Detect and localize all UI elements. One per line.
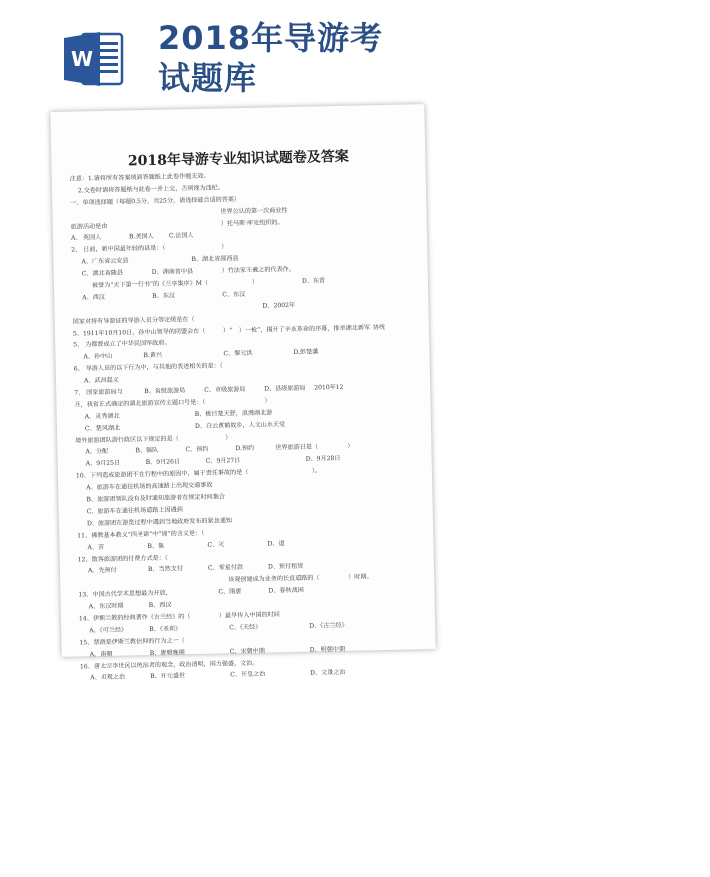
paper-text: ） xyxy=(264,397,271,405)
paper-text: 为都督成立了中华民国军政府。 xyxy=(85,339,171,349)
paper-text: 国家对持有导游证的导游人员分等定级是在（ xyxy=(72,315,195,326)
paper-text: C、东汉 xyxy=(222,290,246,299)
paper-text: B、强队 xyxy=(135,447,159,455)
paper-text: ）时期。 xyxy=(348,573,373,582)
paper-body xyxy=(70,166,421,684)
paper-text: A、西汉 xyxy=(82,293,105,302)
paper-text: 2010年12 xyxy=(314,383,344,392)
paper-text: B、西汉 xyxy=(148,601,172,610)
paper-text: 5、 xyxy=(73,341,84,350)
paper-text: 16、 xyxy=(79,662,94,670)
paper-text: D、道 xyxy=(267,539,285,548)
paper-text: 下列造成旅游团不在行程中的原因中，属于责任事故的是（ xyxy=(89,469,249,480)
exam-paper-preview xyxy=(50,104,435,682)
header xyxy=(0,0,474,110)
paper-text: A、 xyxy=(70,234,82,243)
paper-text: ）“ xyxy=(222,326,233,334)
paper-text: B.美国人 xyxy=(128,233,154,241)
paper-text: ） xyxy=(221,243,228,251)
paper-text: ） xyxy=(251,278,259,286)
paper-text: 禁酒是伊斯兰教信仰的行为之一（ xyxy=(93,637,185,646)
paper-text: B、9月26日 xyxy=(145,458,181,467)
paper-text: C、楚风湖北 xyxy=(84,424,121,433)
paper-text: B.黄兴 xyxy=(143,352,163,360)
paper-text: 6、 xyxy=(73,365,84,373)
paper-text: 10、 xyxy=(75,472,90,480)
paper-text: B、当然支付 xyxy=(147,565,183,574)
paper-text: D、2002年 xyxy=(262,301,296,310)
paper-text: B、集 xyxy=(147,542,165,550)
paper-text: 导游人员的以下行为中，与其他的表述相关的是：（ xyxy=(85,362,223,373)
paper-text: ） xyxy=(225,433,232,441)
paper-text: D、白云黄鹤故乡，人文山水天堂 xyxy=(194,420,286,430)
paper-text: 15、 xyxy=(79,638,94,647)
paper-text: 英国人 xyxy=(82,234,102,242)
paper-text: A、南朝 xyxy=(89,650,113,658)
paper-text: C.法国人 xyxy=(168,232,194,240)
paper-text: C、旅游车在通往机场道路上因遇到 xyxy=(86,506,183,516)
paper-text: ）最早传入中国的时间 xyxy=(218,611,280,620)
paper-text: A、旅游车在通往机场的高速路上出现交通事故 xyxy=(86,481,213,492)
paper-text: 7、 xyxy=(74,389,85,397)
paper-text: 日前，新中国最年轻的县是：（ xyxy=(83,244,166,254)
paper-text: 14、 xyxy=(78,615,93,623)
paper-text: A、灵秀湖北 xyxy=(84,412,120,421)
paper-text: 被誉为“天下第一行书”的《兰亭集序》M（ xyxy=(91,279,209,290)
paper-text: 中国古代学术思想最为开放， xyxy=(92,589,172,599)
paper-text: 佛教基本教义“四圣谛”中“谛”的含义是：（ xyxy=(91,529,205,539)
paper-text: 一、单项选择题（每题0.5分，共25分，请选择最合适的答案） xyxy=(70,195,241,207)
paper-text: A、东汉时期 xyxy=(88,602,124,611)
paper-text: D、春秋战国 xyxy=(268,586,304,595)
paper-text: A、分配 xyxy=(85,448,109,456)
paper-text: 13、 xyxy=(78,591,93,599)
paper-text: 该观创建成为业务的长直道路的（ xyxy=(228,574,320,584)
paper-text: 境外旅游团队游行政区以下规定的是（ xyxy=(75,434,179,445)
word-document-icon xyxy=(62,28,124,90)
paper-text: C、隋唐 xyxy=(218,588,242,596)
paper-text: D、明朝中期 xyxy=(309,645,346,654)
paper-text: 月，我省正式确定的湖北旅游宣传主题口号是：（ xyxy=(74,398,206,409)
paper-text: B、开元盛世 xyxy=(150,672,186,681)
paper-text: A、先预付 xyxy=(87,567,117,575)
paper-text: A、《可兰经》 xyxy=(89,626,128,635)
paper-text: A、9月25日 xyxy=(85,459,121,468)
paper-text: C、黎元洪 xyxy=(223,350,253,358)
paper-text: ）。 xyxy=(311,467,322,475)
paper-text: A、武昌起义 xyxy=(83,376,119,385)
paper-text: C、开皇之治 xyxy=(230,671,266,679)
paper-text: ） xyxy=(347,443,354,451)
paper-text: D、预付租赁 xyxy=(267,563,304,571)
paper-text: C、市级旅游局 xyxy=(204,385,246,394)
paper-text: C、零星付款 xyxy=(207,564,244,573)
paper-text: A、广东省云安县 xyxy=(81,257,129,266)
paper-text: B、东汉 xyxy=(152,292,176,300)
paper-text: 旅游活动是由 xyxy=(70,222,108,231)
paper-text: 协统 xyxy=(372,323,386,331)
paper-text: 伊斯兰教的经典著作《古兰经》的（ xyxy=(92,613,191,623)
paper-text: D.彭楚藩 xyxy=(293,348,319,357)
paper-text: 2.交卷时请将答题纸与此卷一并上交，否则视为违纪。 xyxy=(77,184,225,195)
paper-text: D、湖南省中县 xyxy=(151,268,194,277)
paper-text: B、旅游团领队没有及时通知旅游者在规定时间集合 xyxy=(86,493,226,504)
paper-text: C、宋朝中期 xyxy=(229,647,265,655)
paper-text: C、9月27日 xyxy=(205,457,241,466)
paper-text: 散客旅游团的付费方式是：（ xyxy=(91,554,168,563)
paper-text: B、省级旅游局 xyxy=(144,387,186,396)
paper-text: D、东晋 xyxy=(301,277,326,285)
paper-text: 世界公认的第一次商业性 xyxy=(220,206,288,216)
paper-text: ）托马斯·库克组织的。 xyxy=(220,218,284,227)
paper-text: 12、 xyxy=(77,555,92,563)
paper-text: D、旅游团在游览过程中遇到当地政府发布的紧急通知 xyxy=(86,517,233,528)
paper-text: B、《圣训》 xyxy=(149,625,182,633)
paper-text: C、《天经》 xyxy=(229,623,262,632)
paper-text: D、9月28日 xyxy=(305,455,341,464)
paper-text: 2、 xyxy=(71,246,82,254)
paper-text: ）一枪”，揭开了辛亥革命的序幕，推举湖北新军 xyxy=(238,323,371,334)
paper-text: D.预约 xyxy=(235,445,255,453)
document-title-line-1: 2018年导游考 xyxy=(158,19,384,57)
paper-text: B、极目楚天舒，浪漫湖北游 xyxy=(194,409,273,418)
paper-text: C、湖北省随县 xyxy=(81,269,124,278)
paper-text: 世界旅游日是（ xyxy=(275,443,319,452)
word-logo-letter: W xyxy=(70,47,94,71)
paper-text: 注意：1.请将所有答案填到答题纸上此卷作题无效。 xyxy=(69,172,210,183)
paper-text: 11、 xyxy=(77,531,92,540)
paper-text: A、孙中山 xyxy=(83,353,113,361)
paper-text: D、《古兰经》 xyxy=(309,621,348,630)
paper-text: C、灭 xyxy=(207,541,225,549)
paper-text: C、预约 xyxy=(185,446,209,454)
paper-text: B、唐朝晚期 xyxy=(149,648,185,657)
paper-text: A、贞观之治 xyxy=(90,673,126,682)
paper-text: 唐太宗李世民以统治者的观念，政治清明，国力强盛，文治。 xyxy=(93,659,259,670)
document-title-line-2: 试题库 xyxy=(158,59,258,97)
paper-text: ）竹法家王羲之的代表作。 xyxy=(221,266,295,275)
paper-text: D、县级旅游局 xyxy=(264,384,306,393)
paper-text: B、湖北省郧西县 xyxy=(191,255,239,264)
paper-title: 2018年导游专业知识试题卷及答案 xyxy=(127,148,349,170)
document-title xyxy=(158,18,383,98)
paper-text: A、苦 xyxy=(87,543,105,551)
paper-text: 国家旅游局与 xyxy=(86,388,123,397)
paper-text: 5、1911年10月10日，孙中山领导的同盟会在（ xyxy=(72,327,206,338)
paper-text: D、文景之治 xyxy=(310,669,346,678)
